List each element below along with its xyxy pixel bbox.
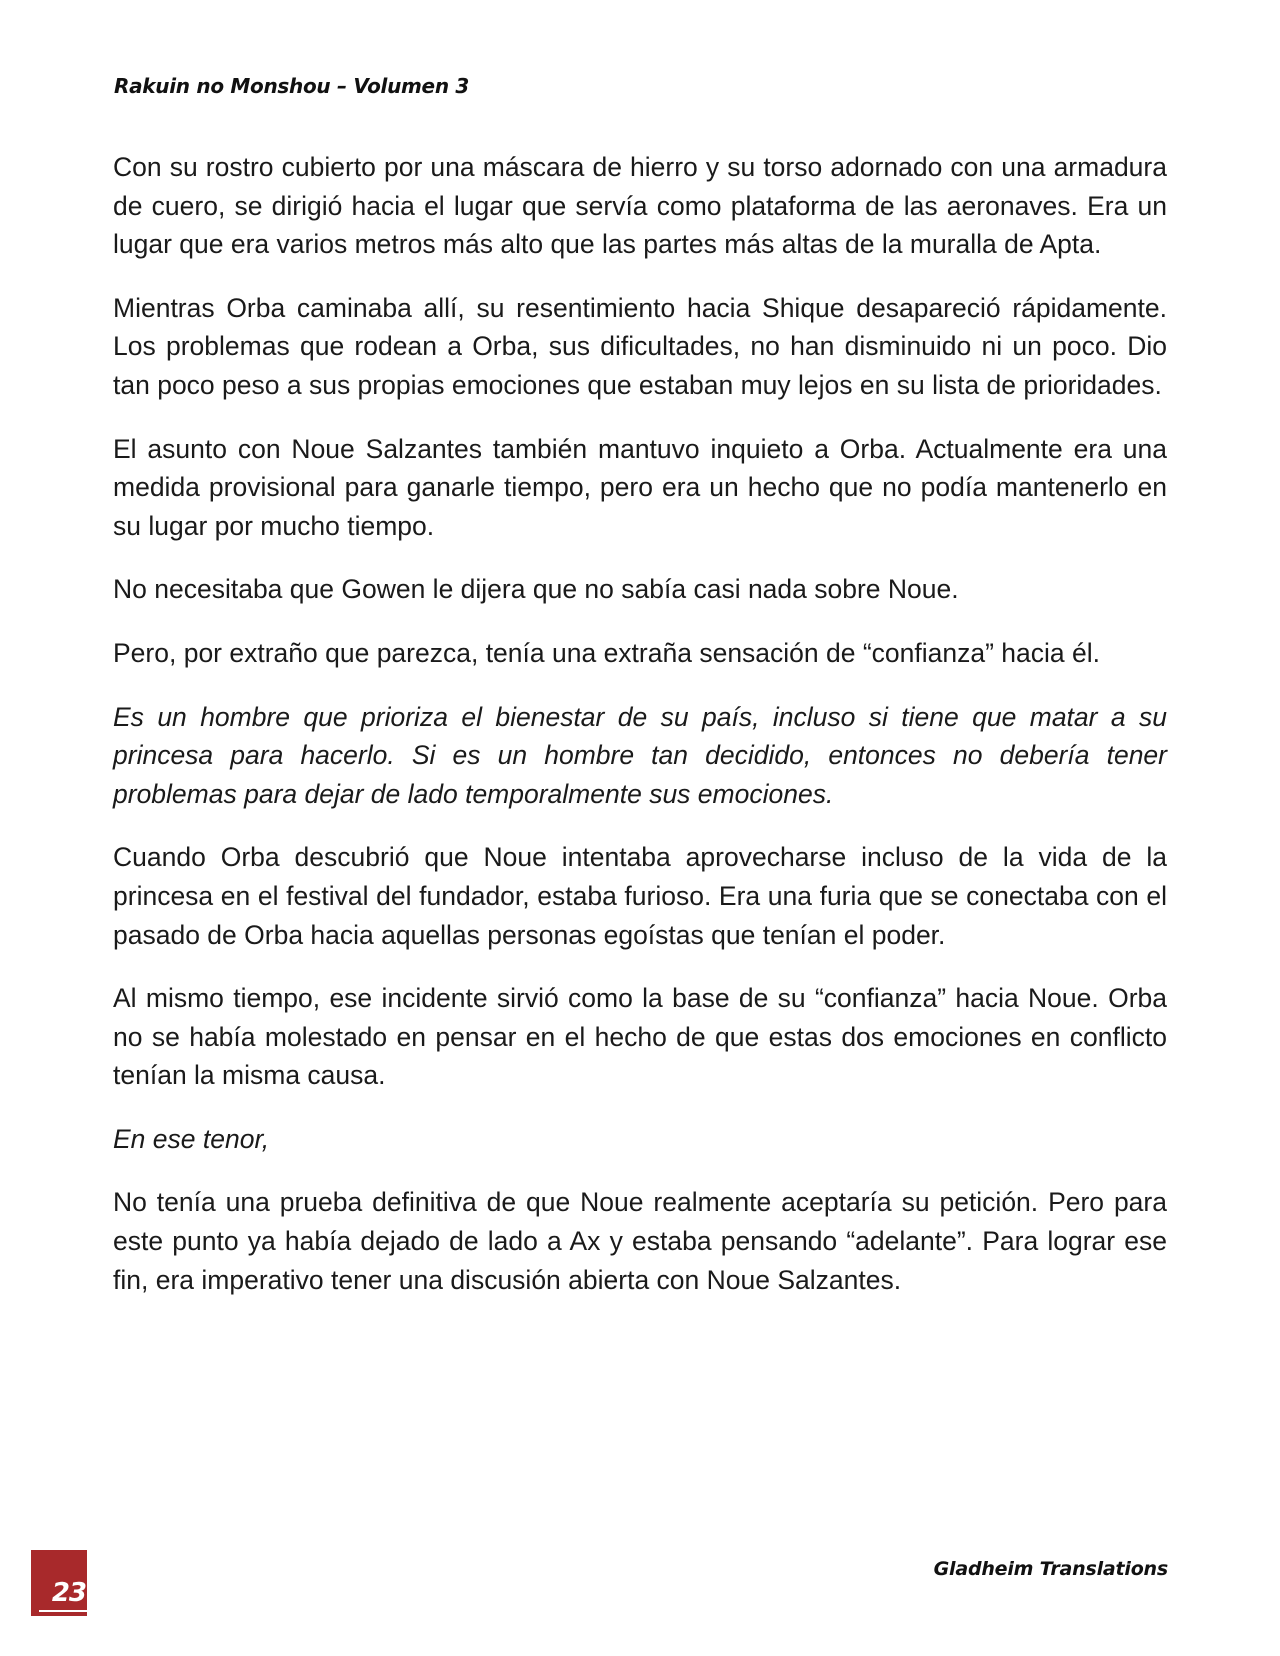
italic-paragraph: En ese tenor, xyxy=(113,1123,270,1154)
page-number-underline xyxy=(39,1610,87,1612)
paragraph: Cuando Orba descubrió que Noue intentaba aprovecharse incluso de la vida de la princesa en el festival del fundador, estaba furioso. Era una furia que se conectaba con el pasado de Orba hacia aquellas personas egoístas que tenían el poder. xyxy=(113,842,1167,950)
paragraph: Mientras Orba caminaba allí, su resentimiento hacia Shique desapareció rápidamente. Los problemas que rodean a Orba, sus dificultades, no han disminuido ni un poco. Dio tan poco peso a sus propias emociones que estaban muy lejos en su lista de prioridades. xyxy=(113,292,1167,400)
page-number: 23 xyxy=(51,1578,86,1608)
page-body xyxy=(113,148,1167,1324)
paragraph: No tenía una prueba definitiva de que Noue realmente aceptaría su petición. Pero para este punto ya había dejado de lado a Ax y estaba pensando “adelante”. Para lograr ese fin, era imperativo tener una discusión abierta con Noue Salzantes. xyxy=(113,1187,1167,1295)
paragraph: Con su rostro cubierto por una máscara de hierro y su torso adornado con una armadura de cuero, se dirigió hacia el lugar que servía como plataforma de las aeronaves. Era un lugar que era varios metros más alto que las partes más altas de la muralla de Apta. xyxy=(113,152,1167,260)
paragraph: Al mismo tiempo, ese incidente sirvió como la base de su “confianza” hacia Noue. Orba no se había molestado en pensar en el hecho de que estas dos emociones en conflicto tenían la misma causa. xyxy=(113,983,1167,1091)
footer-credit: Gladheim Translations xyxy=(933,1558,1168,1580)
paragraph: No necesitaba que Gowen le dijera que no sabía casi nada sobre Noue. xyxy=(113,574,959,605)
paragraph: El asunto con Noue Salzantes también mantuvo inquieto a Orba. Actualmente era una medida provisional para ganarle tiempo, pero era un hecho que no podía mantenerlo en su lugar por mucho tiempo. xyxy=(113,433,1167,541)
paragraph: Pero, por extraño que parezca, tenía una extraña sensación de “confianza” hacia él. xyxy=(113,637,1101,668)
running-header-title: Rakuin no Monshou – Volumen 3 xyxy=(114,74,470,98)
italic-paragraph: Es un hombre que prioriza el bienestar de su país, incluso si tiene que matar a su princesa para hacerlo. Si es un hombre tan decidido, entonces no debería tener problemas para dejar de lado temporalmente sus emociones. xyxy=(113,701,1167,809)
page-number-badge xyxy=(31,1550,87,1616)
